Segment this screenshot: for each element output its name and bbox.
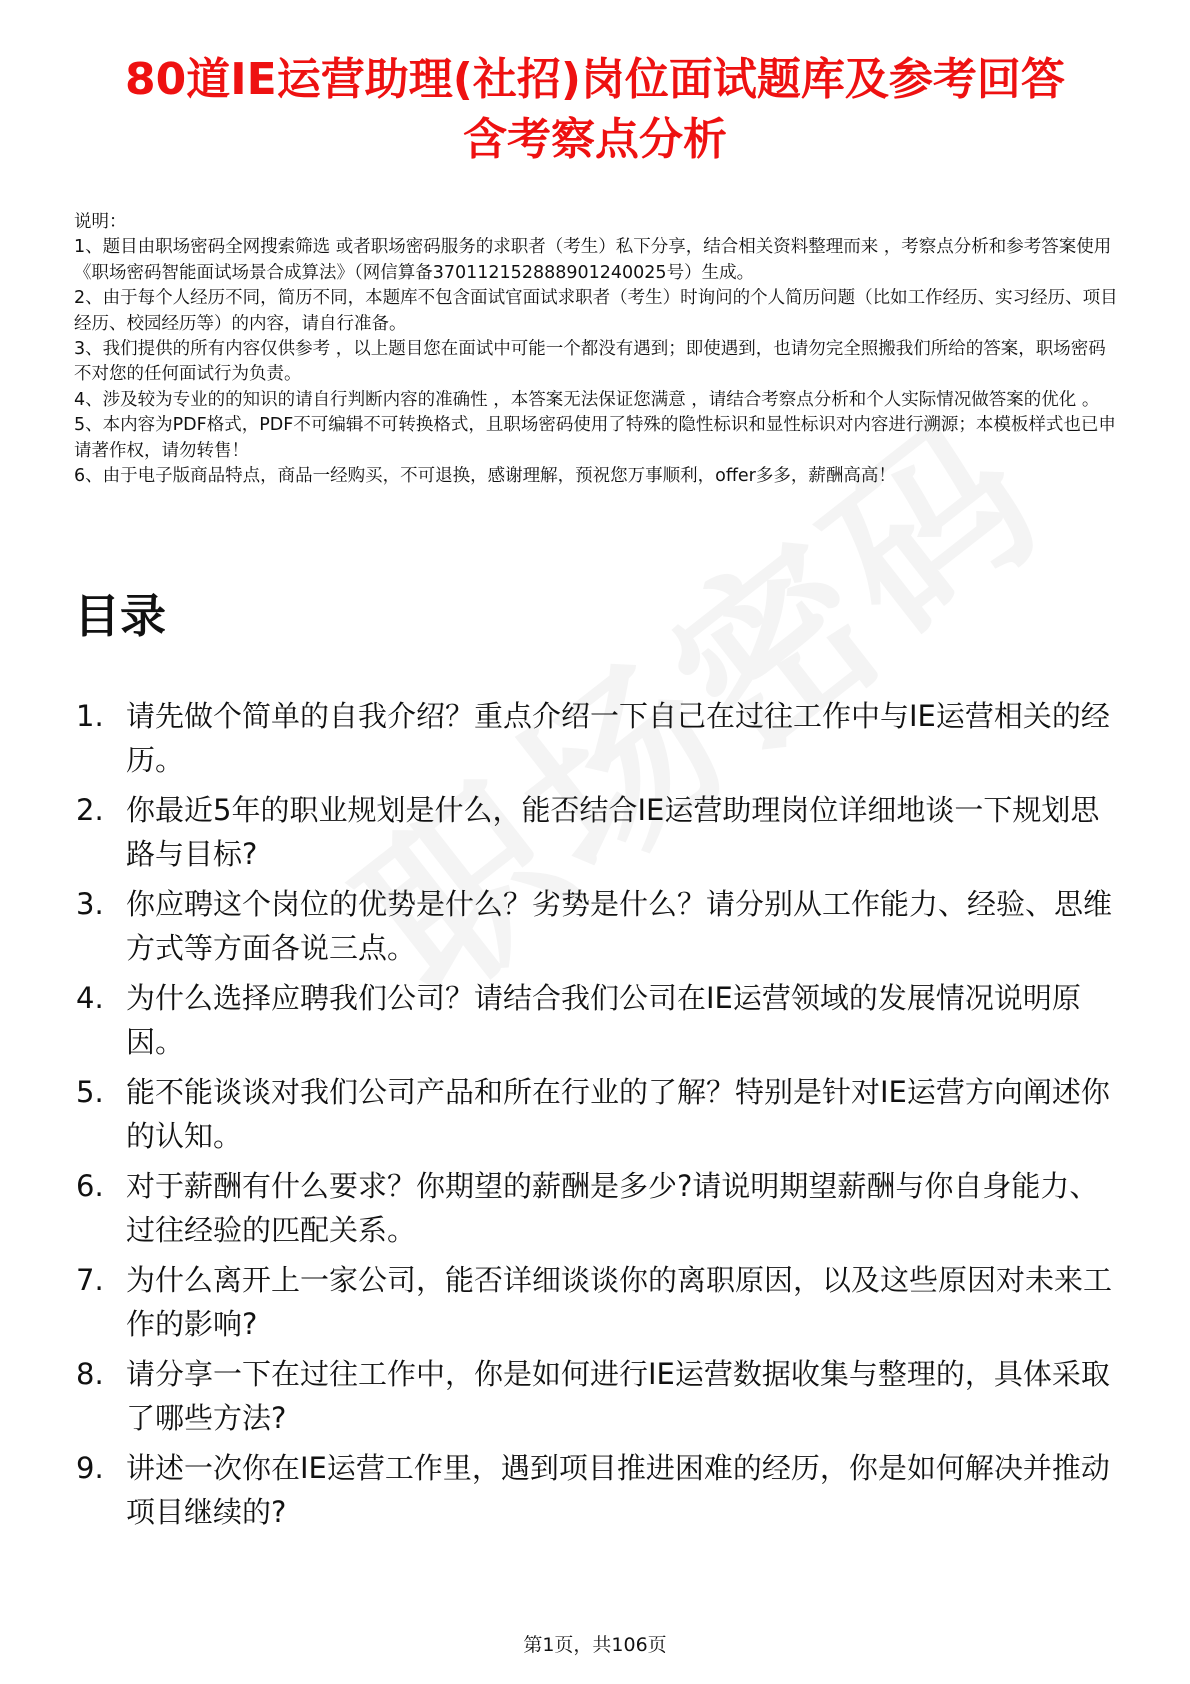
note-item: 3、我们提供的所有内容仅供参考 ，以上题目您在面试中可能一个都没有遇到；即使遇到，也请勿完全照搬我们所给的答案，职场密码不对您的任何面试行为负责。 [74,339,1106,385]
notes-section [74,210,1118,489]
note-item: 2、由于每个人经历不同，简历不同，本题库不包含面试官面试求职者（考生）时询问的个人简历问题（比如工作经历、实习经历、项目经历、校园经历等）的内容，请自行准备。 [74,288,1118,334]
note-item: 1、题目由职场密码全网搜索筛选 或者职场密码服务的求职者（考生）私下分享，结合相关资料整理而来 ，考察点分析和参考答案使用《职场密码智能面试场景合成算法》（网信算备370112152888901240025号）生成。 [74,237,1112,283]
toc-item-number: 4. [76,981,104,1015]
toc-item-number: 8. [76,1357,104,1391]
note-item: 6、由于电子版商品特点，商品一经购买，不可退换，感谢理解，预祝您万事顺利，offer多多，薪酬高高！ [74,466,896,487]
title-line-2: 含考察点分析 [463,114,727,165]
toc-heading: 目录 [74,589,166,643]
note-item: 5、本内容为PDF格式，PDF不可编辑不可转换格式，且职场密码使用了特殊的隐性标识和显性标识对内容进行溯源；本模板样式也已申请著作权，请勿转售！ [74,415,1116,461]
toc-item-number: 2. [76,793,104,827]
notes-heading: 说明： [74,212,127,232]
toc-item-text[interactable]: 你最近5年的职业规划是什么，能否结合IE运营助理岗位详细地谈一下规划思路与目标? [126,793,1100,871]
toc-item-number: 1. [76,699,104,733]
toc-item[interactable] [74,882,1134,976]
title-line-1: 80道IE运营助理(社招)岗位面试题库及参考回答 [125,54,1065,105]
toc-item[interactable] [74,694,1134,788]
toc-item-text[interactable]: 对于薪酬有什么要求？你期望的薪酬是多少?请说明期望薪酬与你自身能力、过往经验的匹配关系。 [126,1169,1099,1247]
toc-item[interactable] [74,1446,1134,1540]
note-item: 4、涉及较为专业的的知识的请自行判断内容的准确性 ，本答案无法保证您满意 ，请结合考察点分析和个人实际情况做答案的优化 。 [74,389,1100,410]
toc-item-text[interactable]: 请分享一下在过往工作中，你是如何进行IE运营数据收集与整理的，具体采取了哪些方法? [126,1357,1110,1435]
page-footer: 第1页，共106页 [523,1634,667,1656]
toc-item[interactable] [74,1070,1134,1164]
toc-item-number: 5. [76,1075,104,1109]
toc-list [74,694,1134,1540]
toc-item-text[interactable]: 为什么离开上一家公司，能否详细谈谈你的离职原因，以及这些原因对未来工作的影响? [126,1263,1113,1341]
toc-item-number: 6. [76,1169,104,1203]
toc-item-text[interactable]: 讲述一次你在IE运营工作里，遇到项目推进困难的经历，你是如何解决并推动项目继续的? [126,1451,1110,1529]
toc-item-text[interactable]: 请先做个简单的自我介绍？重点介绍一下自己在过往工作中与IE运营相关的经历。 [126,699,1110,777]
toc-item-text[interactable]: 为什么选择应聘我们公司？请结合我们公司在IE运营领域的发展情况说明原因。 [126,981,1081,1059]
toc-item-number: 7. [76,1263,104,1297]
toc-item-text[interactable]: 能不能谈谈对我们公司产品和所在行业的了解？特别是针对IE运营方向阐述你的认知。 [126,1075,1110,1153]
document-title [60,50,1130,170]
toc-item-number: 9. [76,1451,104,1485]
toc-item[interactable] [74,1258,1134,1352]
toc-item-number: 3. [76,887,104,921]
toc-item[interactable] [74,976,1134,1070]
toc-item[interactable] [74,1164,1134,1258]
toc-item[interactable] [74,1352,1134,1446]
toc-item[interactable] [74,788,1134,882]
toc-item-text[interactable]: 你应聘这个岗位的优势是什么？劣势是什么？请分别从工作能力、经验、思维方式等方面各说三点。 [126,887,1113,965]
